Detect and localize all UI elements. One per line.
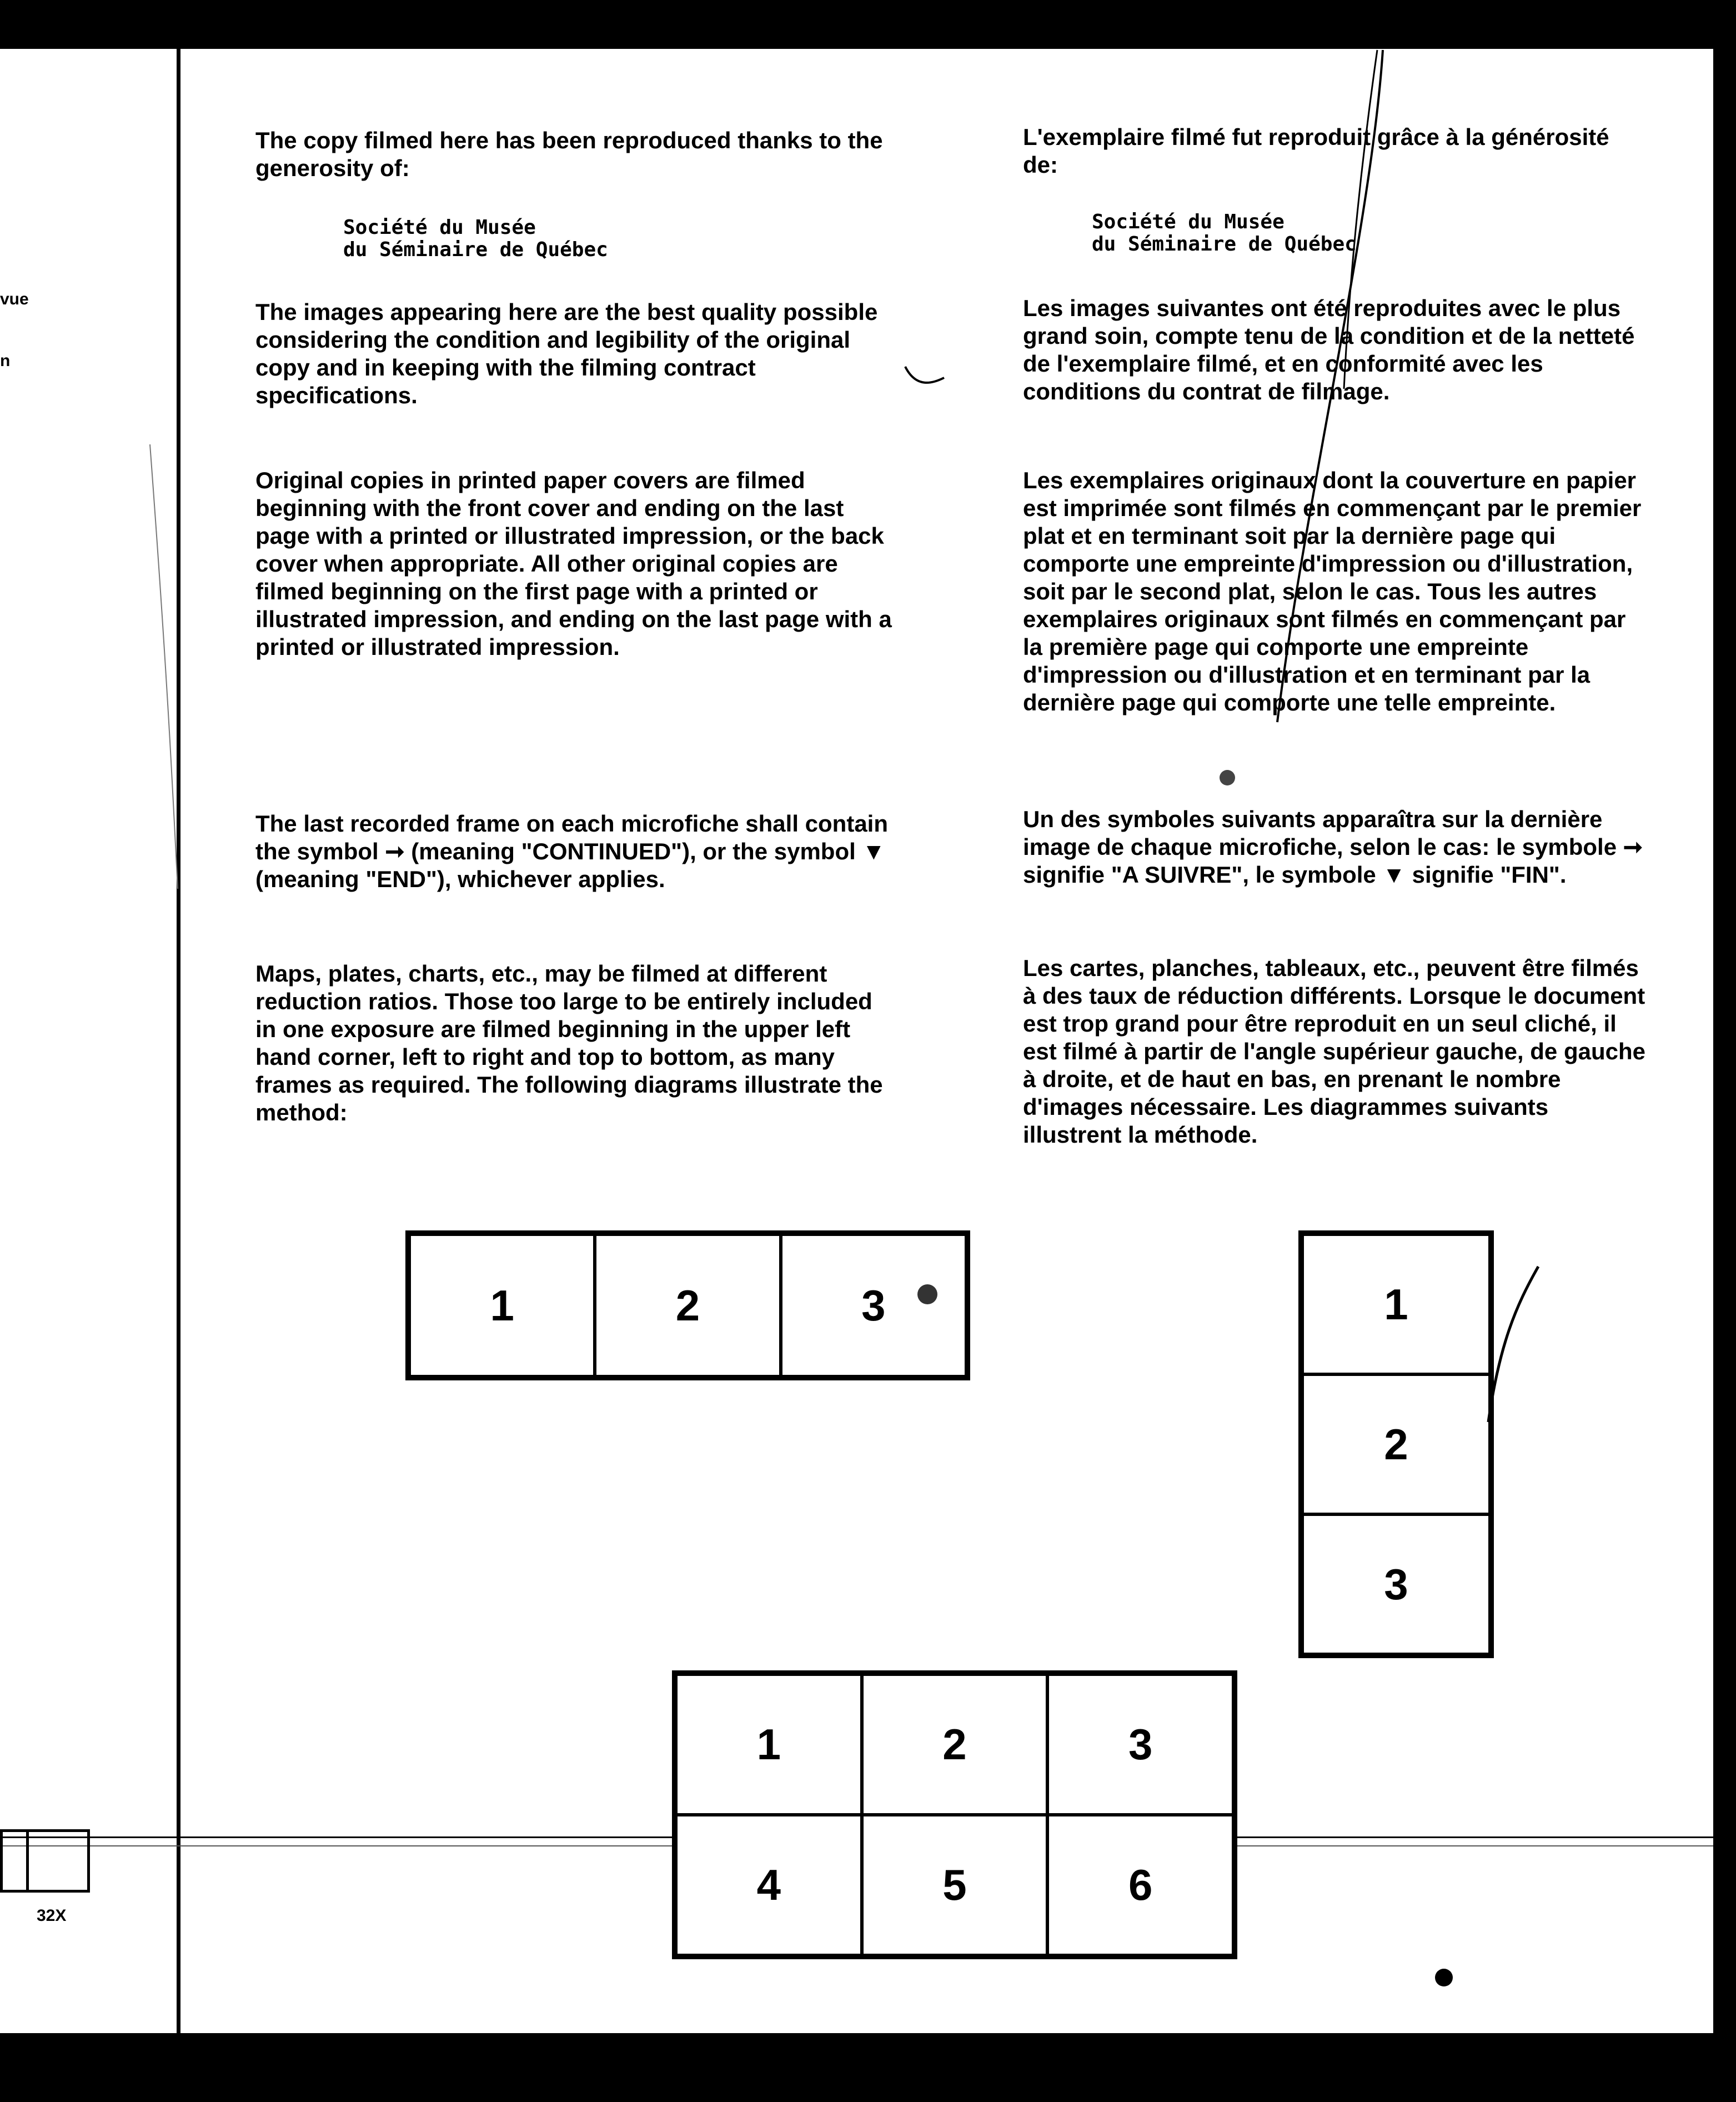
french-paragraph-3: Les exemplaires originaux dont la couverture en papier est imprimée sont filmés en commençant par le premier plat et en terminant soit par la dernière page qui comporte une empreinte d'impression ou d'illustration, soit par le second plat, selon le cas. Tous les autres exemplaires originaux sont filmés en commençant par la première page qui comporte une empreinte d'impression ou d'illustration et en terminant par la dernière page qui comporte une telle empreinte. [1023, 467, 1642, 715]
left-fragment-vue: vue [0, 290, 29, 308]
french-paragraph-5: Les cartes, planches, tableaux, etc., peuvent être filmés à des taux de réduction différents. Lorsque le document est trop grand pour être reproduit en un seul cliché, il est filmé à partir de l'angle supérieur gauche, de gauche à droite, et de haut en bas, en prenant le nombre d'images nécessaire. Les diagrammes suivants illustrent la méthode. [1023, 955, 1645, 1148]
french-paragraph-2: Les images suivantes ont été reproduites avec le plus grand soin, compte tenu de la condition et de la netteté de l'exemplaire filmé, et en conformité avec les conditions du contrat de filmage. [1023, 295, 1635, 404]
frame-cell: 1 [1302, 1234, 1490, 1374]
french-paragraph-1: L'exemplaire filmé fut reproduit grâce à la générosité de: [1023, 124, 1609, 178]
frame-cell: 1 [676, 1674, 862, 1815]
frame-cell: 2 [595, 1234, 780, 1377]
french-paragraph-4: Un des symboles suivants apparaîtra sur la dernière image de chaque microfiche, selon le cas: le symbole ➞ signifie "A SUIVRE", le symbole ▼ signifie "FIN". [1023, 806, 1643, 888]
frame-cell: 4 [676, 1815, 862, 1955]
frame-cell: 6 [1047, 1815, 1233, 1955]
frame-cell: 2 [862, 1674, 1048, 1815]
english-paragraph-4: The last recorded frame on each microfiche shall contain the symbol ➞ (meaning "CONTINUED"), or the symbol ▼ (meaning "END"), whichever applies. [255, 810, 889, 892]
frame-cell: 3 [1047, 1674, 1233, 1815]
english-paragraph-3: Original copies in printed paper covers are filmed beginning with the front cover and ending on the last page with a printed or illustrated impression, or the back cover when appropriate. All other original copies are filmed beginning on the first page with a printed or illustrated impression, and ending on the last page with a printed or illustrated impression. [255, 467, 892, 660]
english-paragraph-1: The copy filmed here has been reproduced thanks to the generosity of: [255, 127, 883, 181]
english-paragraph-2: The images appearing here are the best quality possible considering the condition and legibility of the original copy and in keeping with the filming contract specifications. [255, 299, 878, 408]
left-fragment-scale: 32X [37, 1906, 67, 1925]
frame-cell: 3 [1302, 1514, 1490, 1654]
english-credit: Société du Musée du Séminaire de Québec [343, 216, 608, 261]
french-credit: Société du Musée du Séminaire de Québec [1092, 211, 1357, 256]
frame-cell: 2 [1302, 1374, 1490, 1514]
frame-cell: 3 [781, 1234, 966, 1377]
frame-cell: 1 [409, 1234, 595, 1377]
left-fragment-n: n [0, 352, 11, 370]
english-paragraph-5: Maps, plates, charts, etc., may be filmed at different reduction ratios. Those too large to be entirely included in one exposure are filmed beginning in the upper left hand corner, left to right and top to bottom, as many frames as required. The following diagrams illustrate the method: [255, 960, 883, 1125]
frame-cell: 5 [862, 1815, 1048, 1955]
